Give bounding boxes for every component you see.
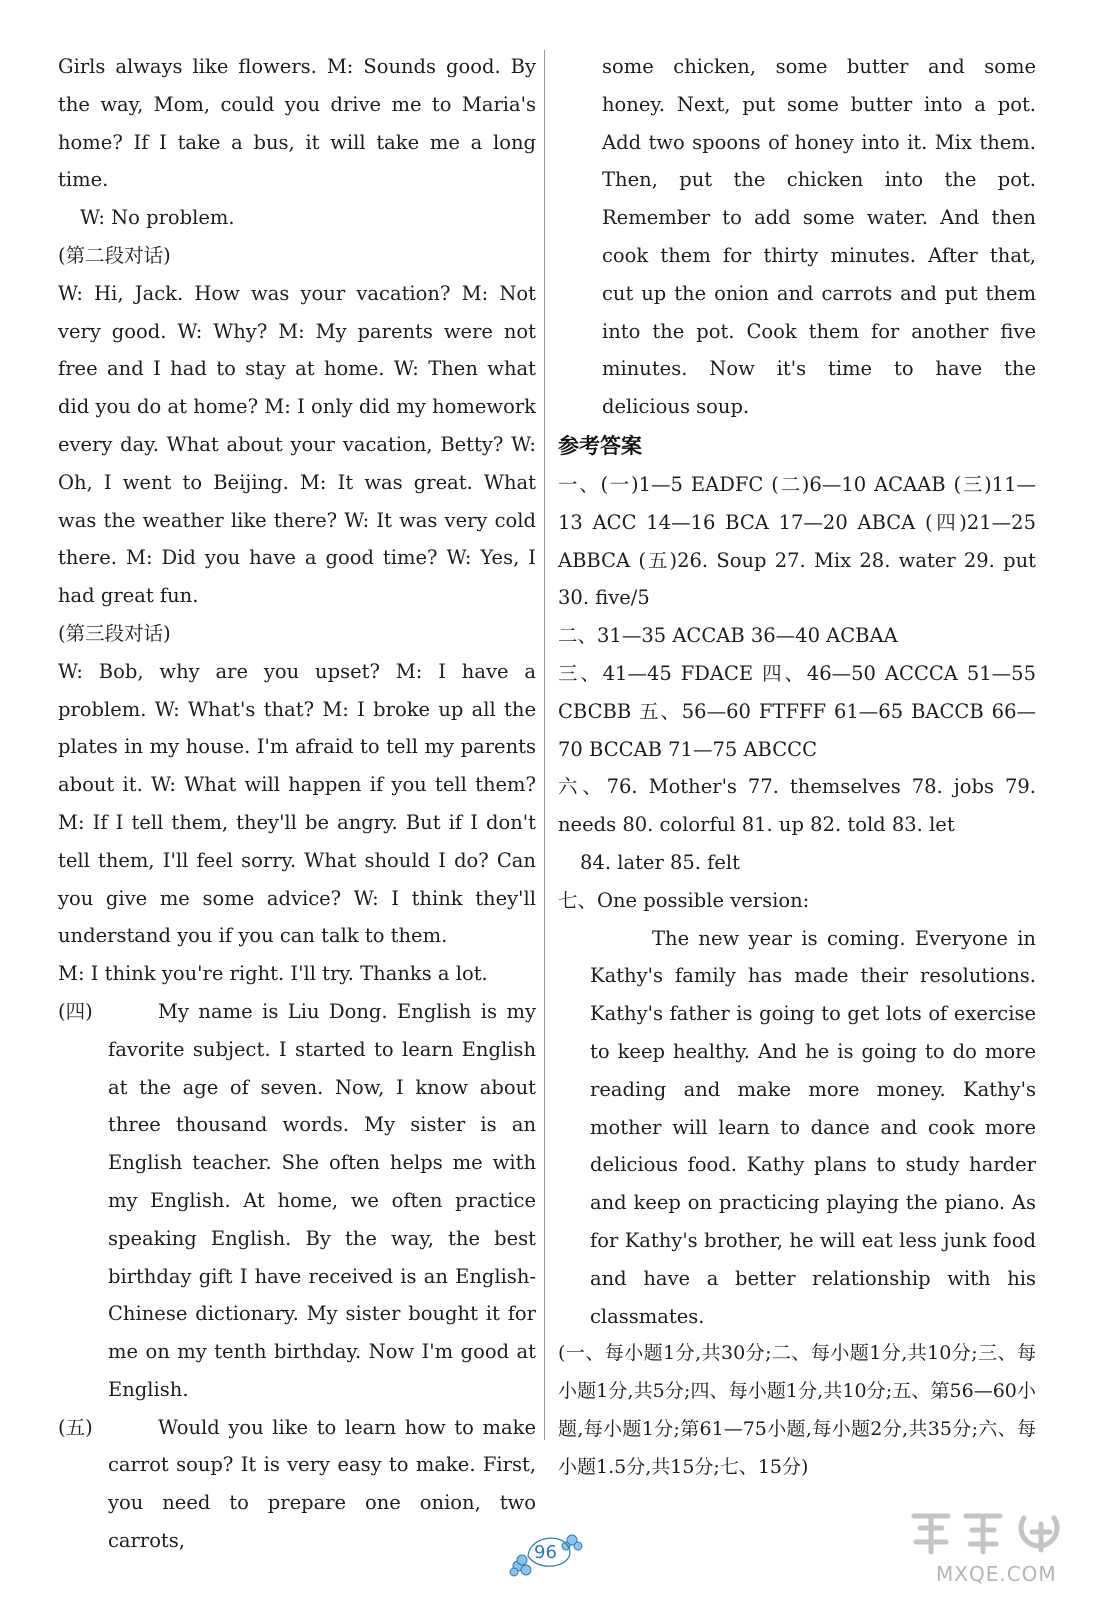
section-4 xyxy=(58,993,536,1409)
answer-line: 一、(一)1—5 EADFC (二)6—10 ACAAB (三)11—13 ACC 14—16 BCA 17—20 ABCA (四)21—25 ABBCA (五)26. Soup 27. Mix 28. water 29. put 30. five/5 xyxy=(558,472,1036,610)
left-column xyxy=(58,48,536,1560)
section-5-continued: some chicken, some butter and some honey. Next, put some butter into a pot. Add two spoons of honey into it. Mix them. Then, put the chicken into the pot. Remember to add some water. And then cook them for thirty minutes. After that, cut up the onion and carrots and put them into the pot. Cook them for another five minutes. Now it's time to have the delicious soup. xyxy=(602,55,1036,419)
scoring-note: (一、每小题1分,共30分;二、每小题1分,共10分;三、每小题1分,共5分;四、每小题1分,共10分;五、第56—60小题,每小题1分;第61—75小题,每小题2分,共35分;六、每小题1.5分,共15分;七、15分) xyxy=(558,1342,1036,1478)
model-essay xyxy=(558,920,1036,1336)
right-column xyxy=(558,48,1036,1486)
section-5 xyxy=(58,1409,536,1560)
dialogue-2-text: W: Hi, Jack. How was your vacation? M: Not very good. W: Why? M: My parents were not free and I had to stay at home. W: Then what did you do at home? M: I only did my homework every day. What about your vacation, Betty? W: Oh, I went to Beijing. M: It was great. What was the weather like there? W: It was very cold there. M: Did you have a good time? W: Yes, I had great fun. xyxy=(58,281,536,608)
dialogue-3-text: W: Bob, why are you upset? M: I have a problem. W: What's that? M: I broke up all the plates in my house. I'm afraid to tell my parents about it. W: What will happen if you tell them? M: If I tell them, they'll be angry. But if I don't tell them, I'll feel sorry. What should I do? Can you give me some advice? W: I think they'll understand you if you can talk to them. xyxy=(58,659,536,948)
answers-heading: 参考答案 xyxy=(558,433,642,458)
answer-line-continued: 84. later 85. felt xyxy=(580,850,741,874)
dialogue-1-last-line: W: No problem. xyxy=(80,206,235,230)
section-4-tag: (四) xyxy=(58,999,93,1023)
watermark-text: MXQE.COM xyxy=(936,1562,1057,1586)
page-number: 96 xyxy=(534,1542,557,1563)
dialogue-1-tail: Girls always like flowers. M: Sounds good. By the way, Mom, could you drive me to Maria's home? If I take a bus, it will take me a long time. xyxy=(58,55,536,192)
answer-line: 二、31—35 ACCAB 36—40 ACBAA xyxy=(558,624,898,648)
section-5-tag: (五) xyxy=(58,1415,93,1439)
answer-line: 六、76. Mother's 77. themselves 78. jobs 79. needs 80. colorful 81. up 82. told 83. let xyxy=(558,775,1036,837)
page-number-badge xyxy=(508,1528,598,1578)
site-watermark xyxy=(900,1502,1090,1590)
dialogue-3-title: (第三段对话) xyxy=(58,621,171,645)
answer-line: 三、41—45 FDACE 四、46—50 ACCCA 51—55 CBCBB 五、56—60 FTFFF 61—65 BACCB 66—70 BCCAB 71—75 ABCCC xyxy=(558,661,1036,761)
watermark-logo-icon xyxy=(900,1502,1090,1562)
dialogue-2-title: (第二段对话) xyxy=(58,243,171,267)
section-5-text: Would you like to learn how to make carrot soup? It is very easy to make. First, you need to prepare one onion, two carrots, xyxy=(108,1415,536,1553)
essay-text: The new year is coming. Everyone in Kathy's family has made their resolutions. Kathy's father is going to get lots of exercise to keep healthy. And he is going to do more reading and make more money. Kathy's mother will learn to dance and cook more delicious food. Kathy plans to study harder and keep on practicing playing the piano. As for Kathy's brother, he will eat less junk food and have a better relationship with his classmates. xyxy=(590,926,1036,1328)
dialogue-3-last-line: M: I think you're right. I'll try. Thanks a lot. xyxy=(58,962,488,986)
section-4-text: My name is Liu Dong. English is my favorite subject. I started to learn English at the age of seven. Now, I know about three thousand words. My sister is an English teacher. She often helps me with my English. At home, we often practice speaking English. By the way, the best birthday gift I have received is an English-Chinese dictionary. My sister bought it for me on my tenth birthday. Now I'm good at English. xyxy=(108,999,536,1401)
essay-label: 七、One possible version: xyxy=(558,888,810,912)
column-divider xyxy=(544,50,545,1440)
